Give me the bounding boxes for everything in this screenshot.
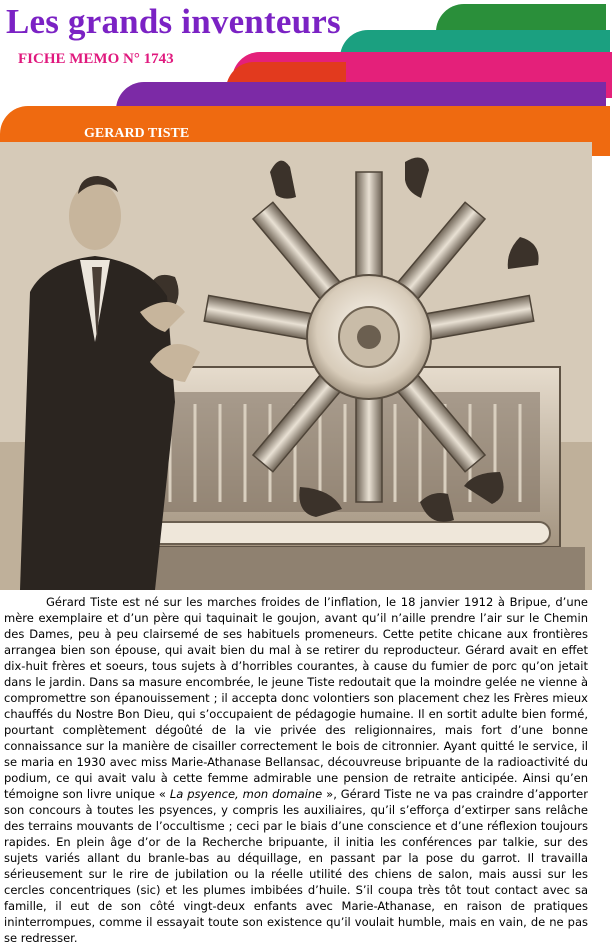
memo-number: FICHE MEMO N° 1743	[18, 51, 174, 67]
header-banner	[0, 0, 592, 142]
page-title: Les grands inventeurs	[6, 2, 341, 41]
inventor-with-shoe-machine-photo	[0, 142, 592, 590]
biography-part-2: », Gérard Tiste ne va pas craindre d’apporter son concours à toutes les psyences, y compris les auxiliaires, qu’il s’efforça d’extirper sans relâche des terrains mouvants de l’occultisme ; ceci par le biais d’une conscience et d’une réflexion toujours rapides. En plein âge d’or de la Recherche bripuante, il initia les conférences par talkie, sur des sujets variés allant du branle-bas au déquillage, en passant par la pose du garrot. Il travailla sérieusement sur le rire de jubilation ou la réelle utilité des chiens de salon, mais aussi sur les cercles concentriques (sic) et les plumes imbibées d’huile. S’il coupa très tôt tout contact avec sa famille, il eut de son côté vingt-deux enfants avec Marie-Athanase, en raison de pratiques ininterrompues, comme il essayait toute son existence qu’il voulait humble, mais en vain, de ne pas se redresser.	[4, 787, 588, 945]
biography-part-1: Gérard Tiste est né sur les marches froides de l’inflation, le 18 janvier 1912 à Bripue, d’une mère exemplaire et d’un père qui taquinait le goujon, avant qu’il n’aille prendre l’air sur le Chemin des Dames, peu à peu clairsemé de ses habituels promeneurs. Cette petite chicane aux frontières arrangea bien son épouse, qui avait bien du mal à se retirer du reproducteur. Gérard avait en effet dix-huit frères et soeurs, tous sujets à d’horribles courantes, à cause du fumier de porc qu’on jetait dans le jardin. Dans sa masure encombrée, le jeune Tiste redoutait que la moindre gelée ne vienne à compromettre son épanouissement ; il accepta donc volontiers son placement chez les Frères mieux chauffés du Nostre Bon Dieu, qui s’occupaient de pédagogie humaine. Il en sortit adulte bien formé, pourtant complètement dégoûté de la vie privée des religionnaires, mais fort d’une bonne connaissance sur la manière de cisailler correctement le bois de citronnier. Ayant quitté le service, il se maria en 1930 avec miss Marie-Athanase Bellansac, découvreuse bripuante de la radioactivité du podium, ce qui avait valu à cette femme admirable une pension de retraite anticipée. Ainsi qu’en témoigne son livre unique «	[4, 595, 588, 801]
book-title: La psyence, mon domaine	[169, 787, 323, 801]
biography-text	[4, 594, 588, 945]
inventor-name: GERARD TISTE	[84, 126, 190, 141]
